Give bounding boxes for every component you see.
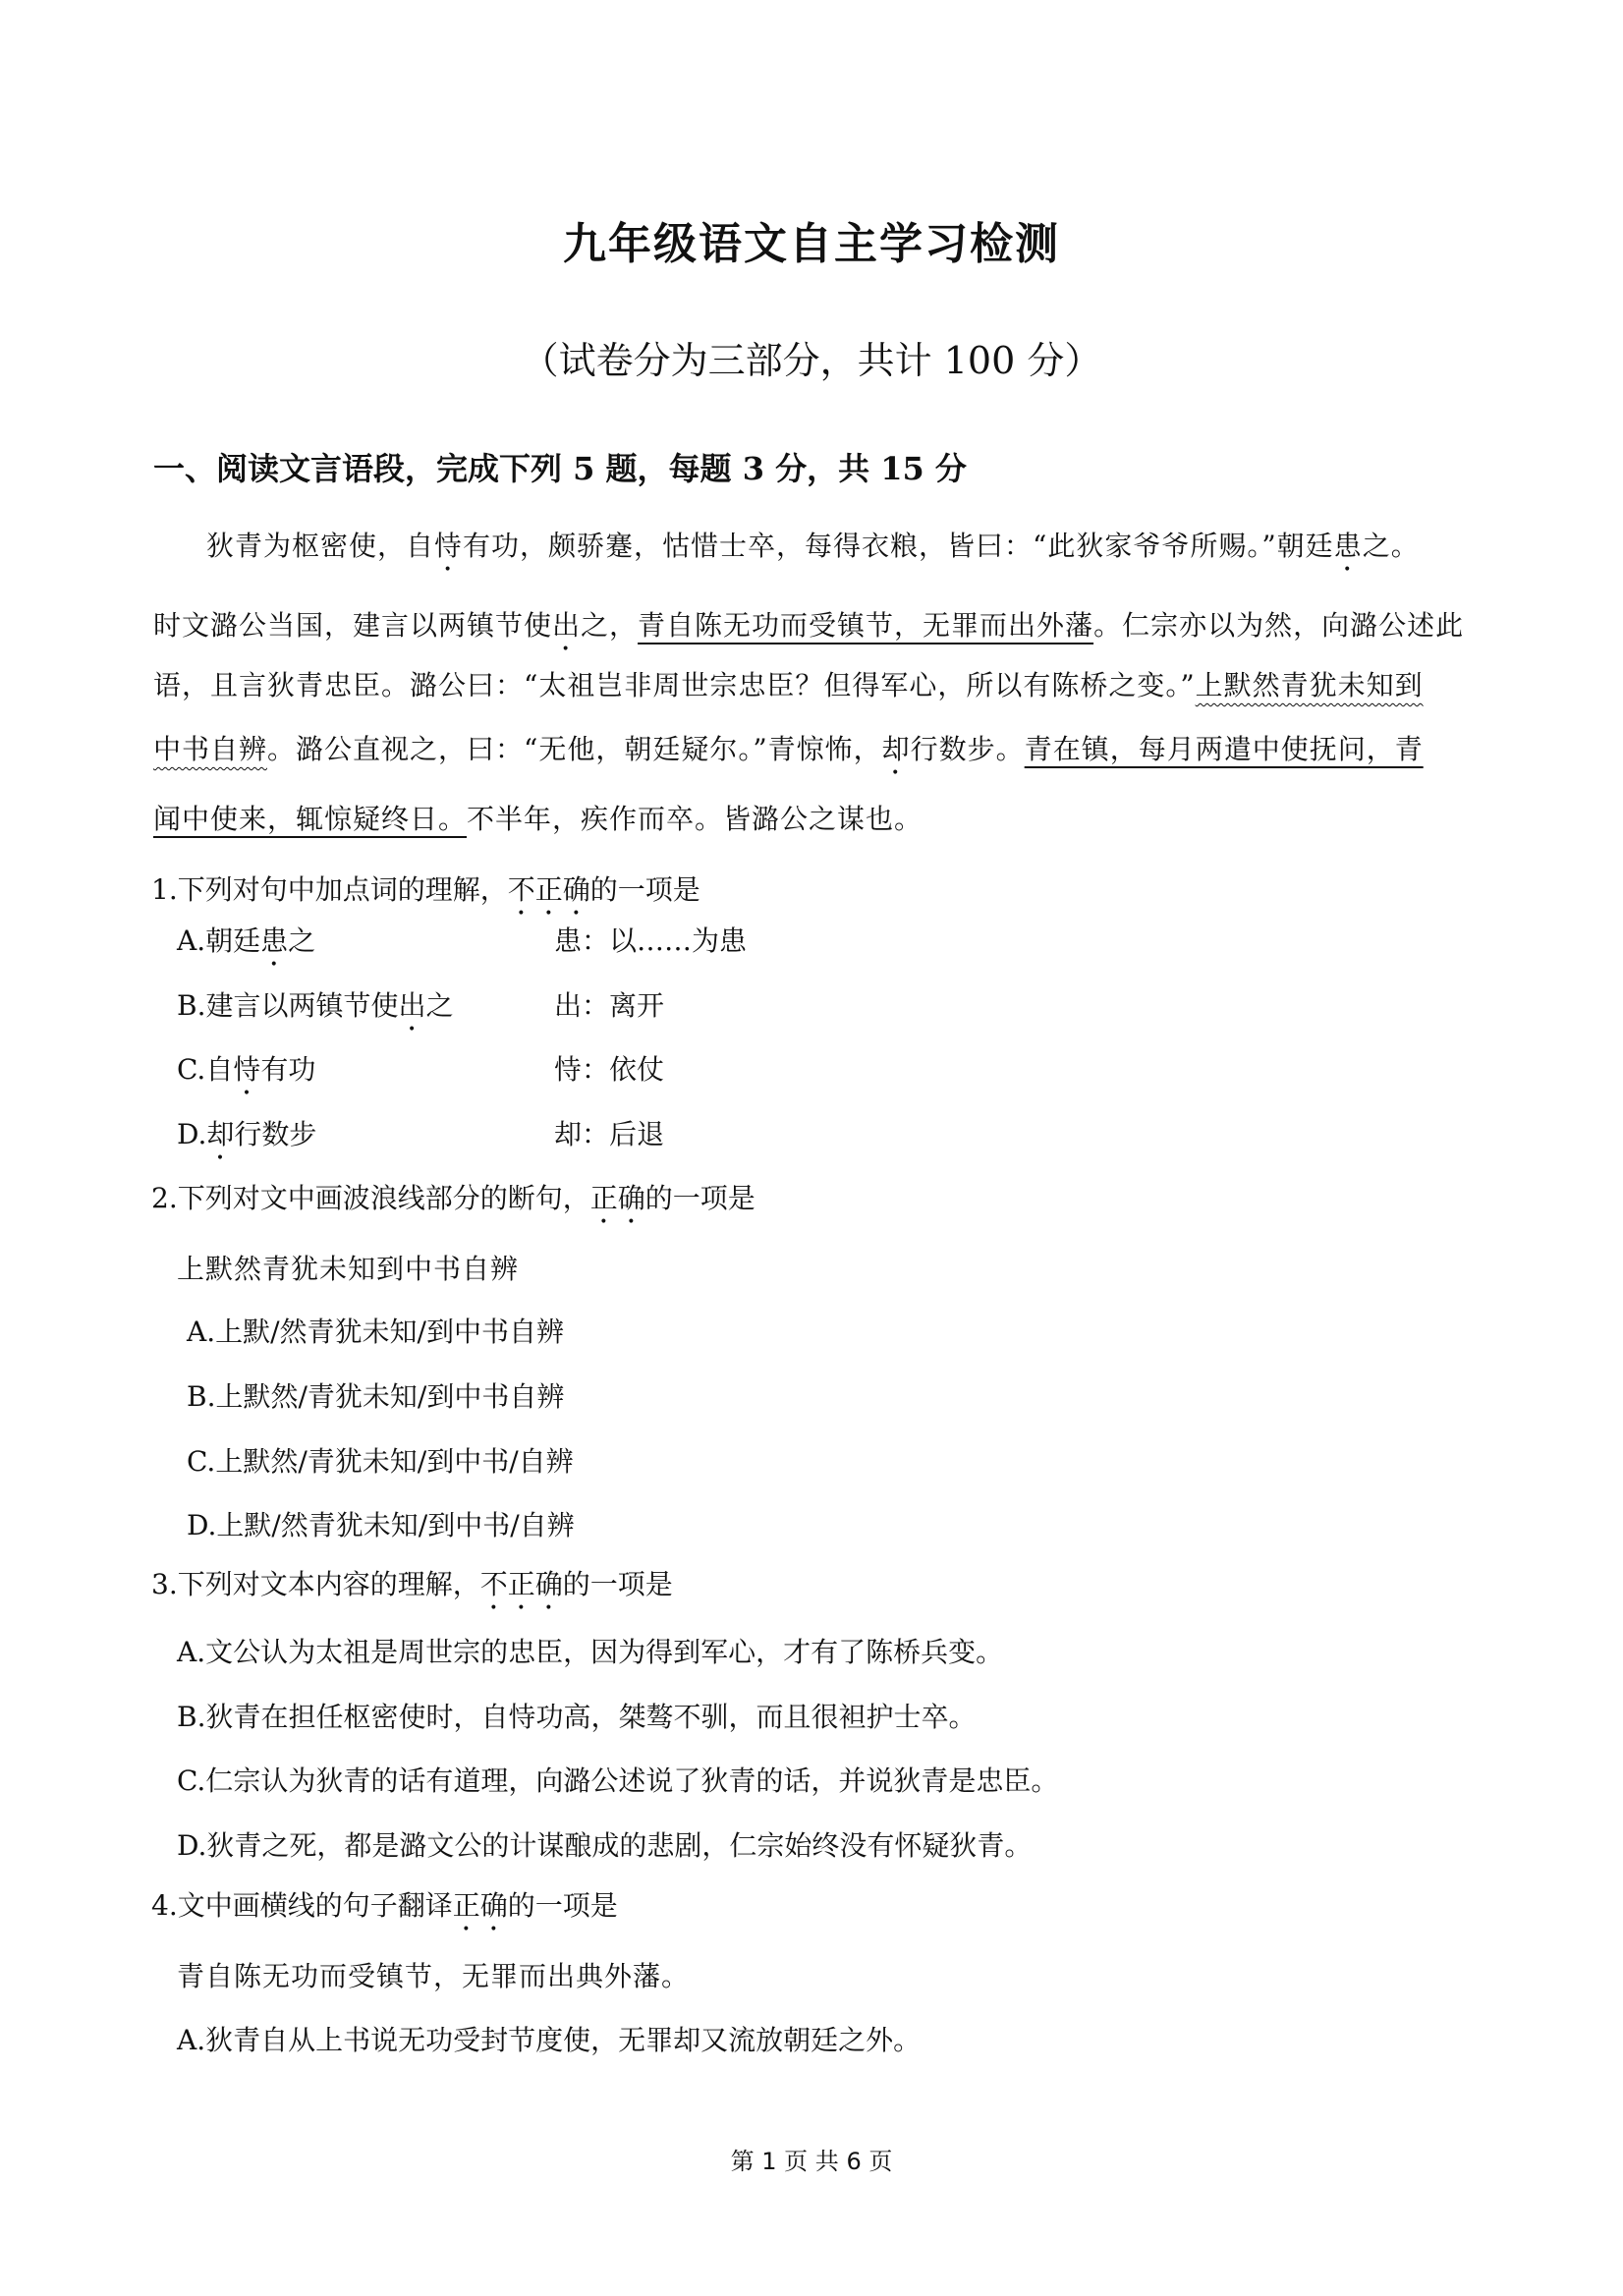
page-subtitle: （试卷分为三部分，共计 100 分） [521,339,1102,382]
q1-option-b: B.建言以两镇节使出之 [177,989,454,1022]
page-footer: 第 1 页 共 6 页 [730,2148,893,2175]
emphasis-not-correct: 不正确 [479,1568,563,1600]
q1-option-c: C.自恃有功 [177,1053,316,1086]
passage-line-3: 语，且言狄青忠臣。潞公曰：“太祖岂非周世宗忠臣？但得军心，所以有陈桥之变。”上默然青犹未知到 [153,669,1424,701]
question-2-stem: 2.下列对文中画波浪线部分的断句，正确的一项是 [151,1182,756,1214]
emphasis-not-correct: 不正确 [507,873,590,906]
q4-option-a: A.狄青自从上书说无功受封节度使，无罪却又流放朝廷之外。 [177,2024,922,2056]
wavy-underlined-sentence: 上默然青犹未知到 [1195,669,1424,701]
passage-line-2: 时文潞公当国，建言以两镇节使出之，青自陈无功而受镇节，无罪而出外藩。仁宗亦以为然，向潞公述此 [153,609,1465,642]
q1-option-a-gloss: 患：以……为患 [554,924,748,957]
q2-option-c: C.上默然/青犹未知/到中书/自辨 [187,1445,574,1478]
dotted-word-que: 却 [881,733,911,765]
q1-option-a: A.朝廷患之 [177,924,316,957]
dotted-word-huan: 患 [1333,530,1363,562]
q2-quote: 上默然青犹未知到中书自辨 [177,1253,520,1285]
q3-option-b: B.狄青在担任枢密使时，自恃功高，桀骜不驯，而且很袒护士卒。 [177,1701,977,1733]
underlined-sentence-1: 青自陈无功而受镇节，无罪而出外藩 [638,609,1094,642]
q2-option-b: B.上默然/青犹未知/到中书自辨 [187,1380,565,1413]
question-1-stem: 1.下列对句中加点词的理解，不正确的一项是 [151,873,700,906]
emphasis-correct: 正确 [452,1889,508,1922]
q2-option-d: D.上默/然青犹未知/到中书/自辨 [187,1509,575,1541]
question-4-stem: 4.文中画横线的句子翻译正确的一项是 [151,1889,618,1922]
q3-option-c: C.仁宗认为狄青的话有道理，向潞公述说了狄青的话，并说狄青是忠臣。 [177,1764,1059,1797]
q4-quote: 青自陈无功而受镇节，无罪而出典外藩。 [177,1960,691,1992]
q3-option-d: D.狄青之死，都是潞文公的计谋酿成的悲剧，仁宗始终没有怀疑狄青。 [177,1829,1033,1862]
emphasis-correct: 正确 [589,1182,645,1214]
q2-option-a: A.上默/然青犹未知/到中书自辨 [187,1316,564,1348]
underlined-sentence-2-cont: 闻中使来，辄惊疑终日。 [153,803,468,835]
passage-line-5: 闻中使来，辄惊疑终日。不半年，疾作而卒。皆潞公之谋也。 [153,803,923,835]
q1-option-c-gloss: 恃：依仗 [554,1053,665,1086]
wavy-underlined-sentence-cont: 中书自辨 [153,733,268,765]
dotted-word-shi: 恃 [434,530,464,562]
q1-option-b-gloss: 出：离开 [554,989,665,1022]
passage-line-1: 狄青为枢密使，自恃有功，颇骄蹇，怙惜士卒，每得衣粮，皆曰：“此狄家爷爷所赐。”朝廷患之。 [206,530,1420,562]
page-title: 九年级语文自主学习检测 [563,219,1060,269]
q3-option-a: A.文公认为太祖是周世宗的忠臣，因为得到军心，才有了陈桥兵变。 [177,1636,1004,1668]
q1-option-d-gloss: 却：后退 [554,1118,665,1150]
section-heading: 一、阅读文言语段，完成下列 5 题，每题 3 分，共 15 分 [153,450,967,487]
underlined-sentence-2: 青在镇，每月两遣中使抚问，青 [1024,733,1424,765]
q1-option-d: D.却行数步 [177,1118,317,1150]
passage-line-4: 中书自辨。潞公直视之，曰：“无他，朝廷疑尔。”青惊怖，却行数步。青在镇，每月两遣中使抚问，青 [153,733,1424,765]
dotted-word-chu: 出 [552,609,582,642]
question-3-stem: 3.下列对文本内容的理解，不正确的一项是 [151,1568,673,1600]
